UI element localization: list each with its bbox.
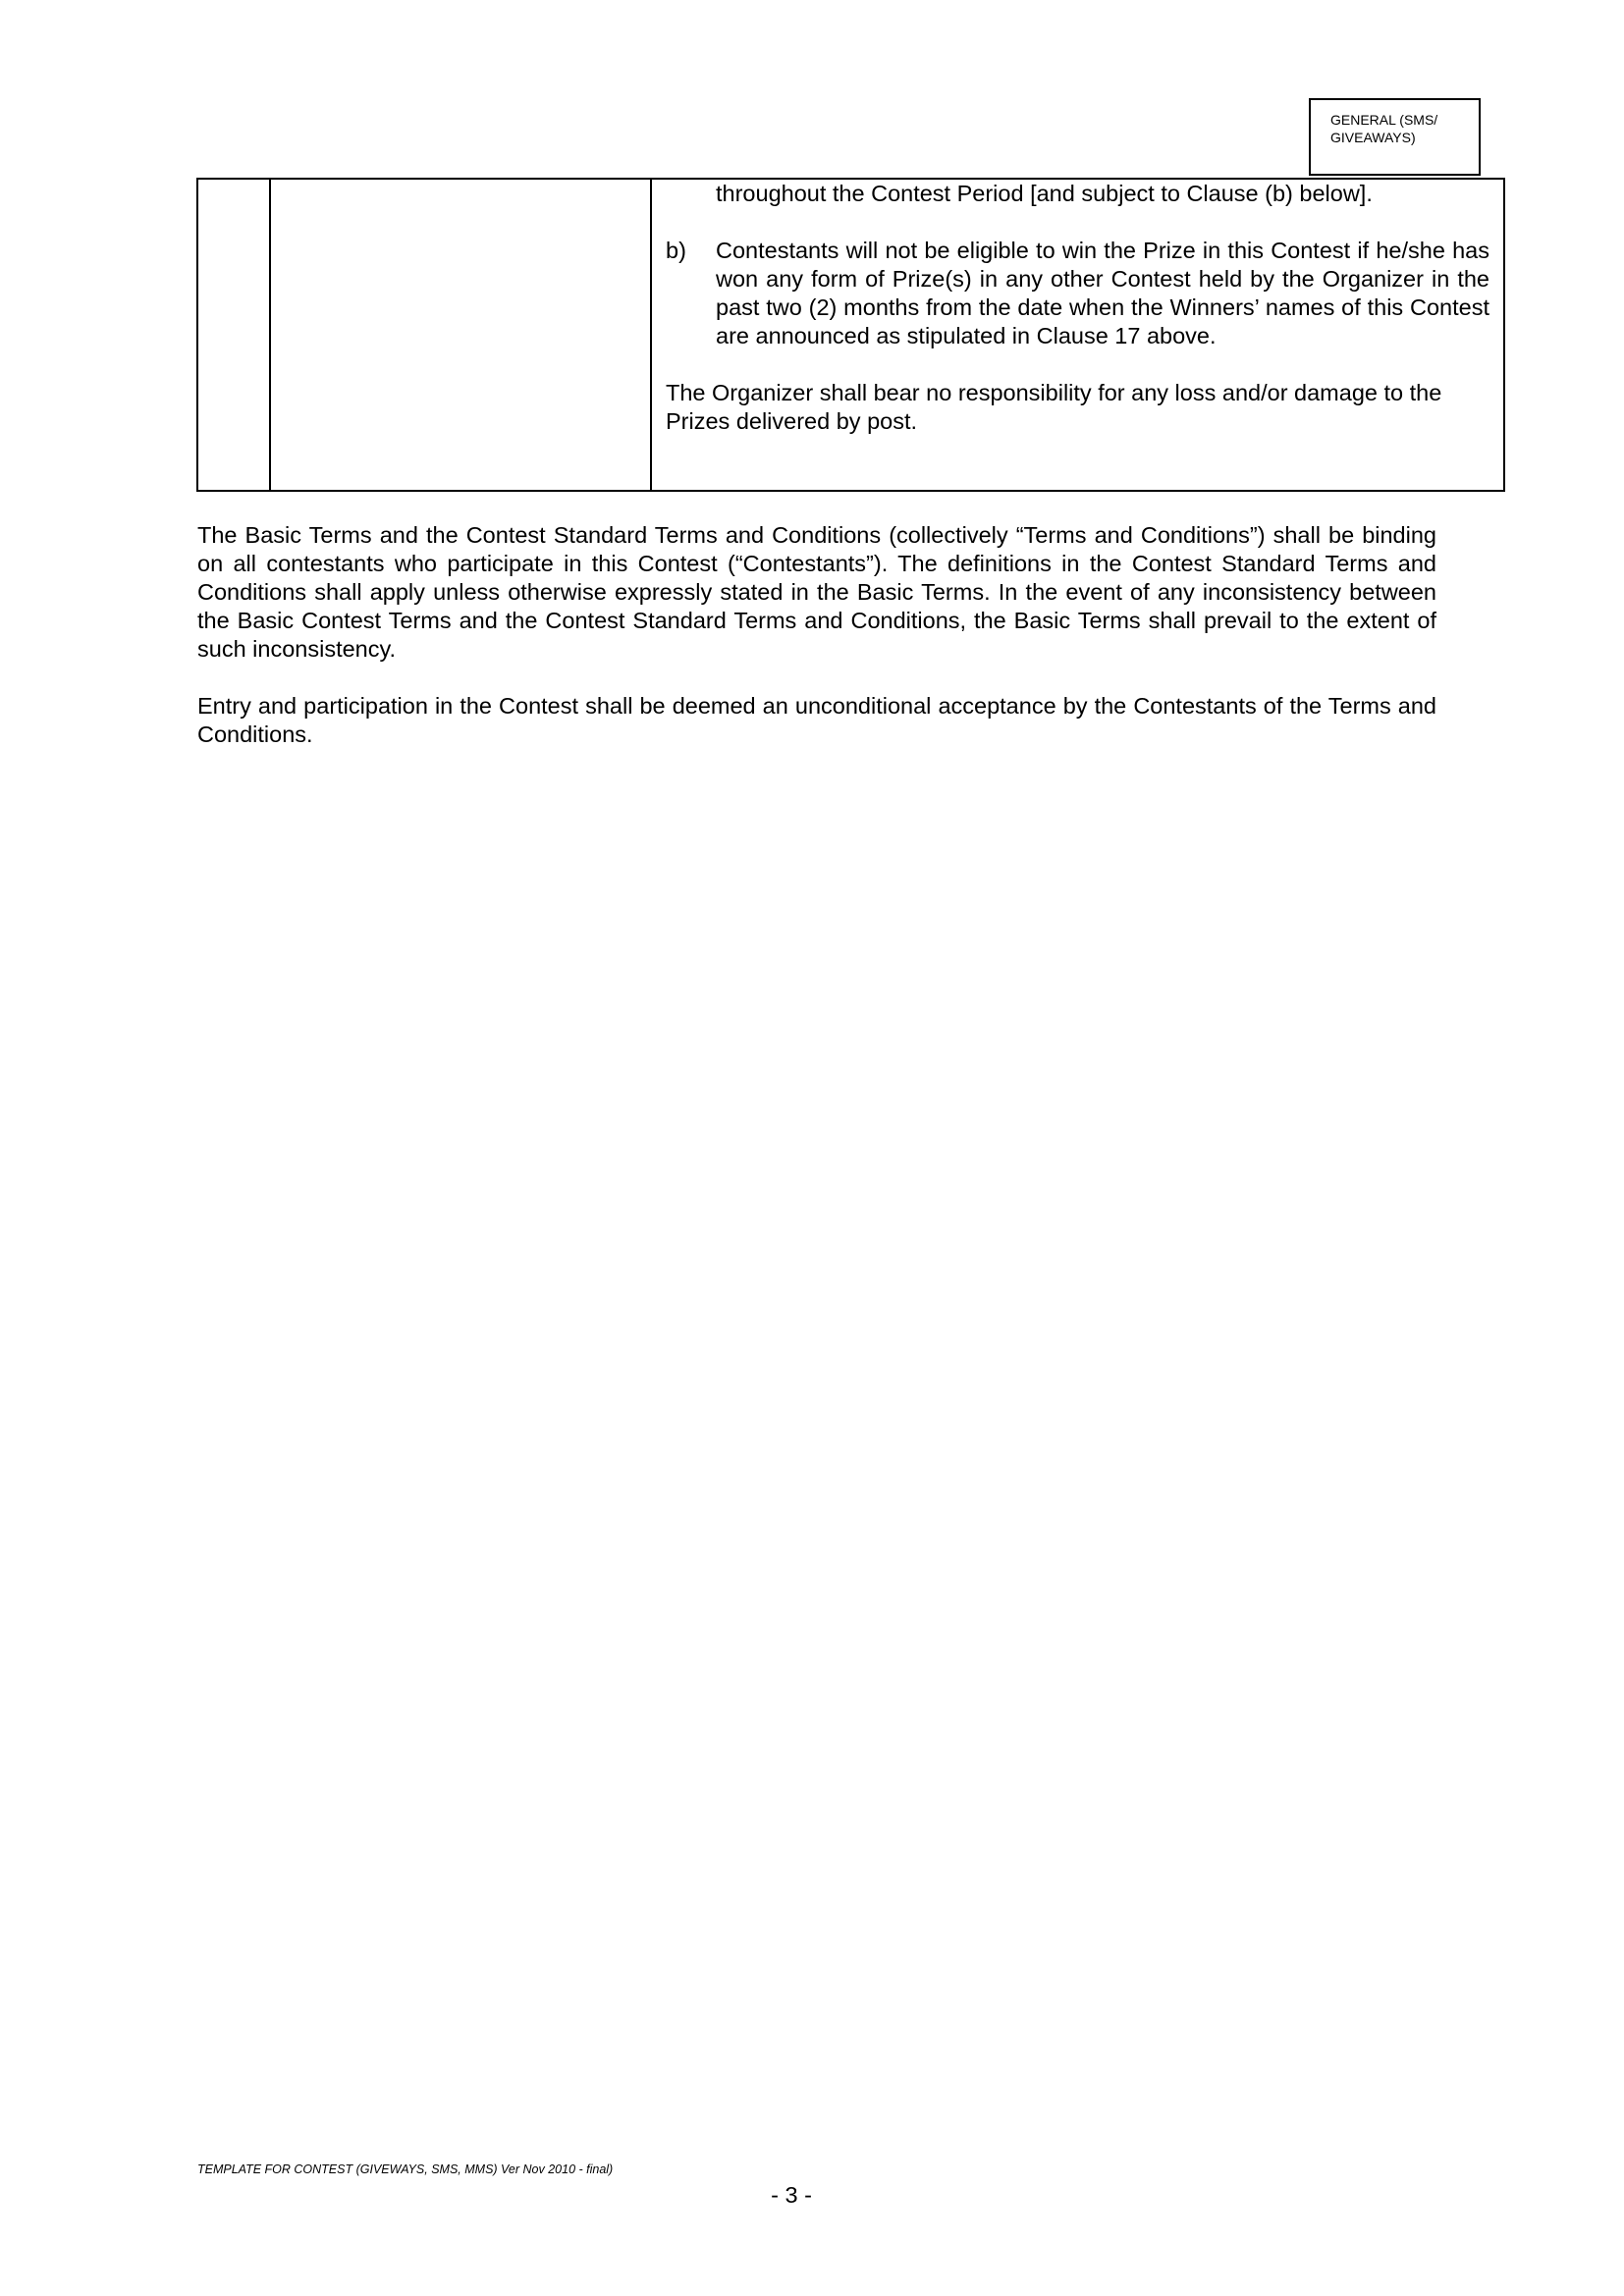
document-category-tag [1309,98,1481,176]
clause-b-label: b) [666,238,686,263]
acceptance-paragraph: Entry and participation in the Contest shall be deemed an unconditional acceptance by the Contestants of the Terms and Conditions. [197,693,1436,747]
category-tag-line-1: GENERAL (SMS/ [1330,112,1438,128]
template-footer-note: TEMPLATE FOR CONTEST (GIVEWAYS, SMS, MMS) Ver Nov 2010 - final) [197,2163,614,2176]
category-tag-line-2: GIVEAWAYS) [1330,130,1416,145]
clause-b [666,237,1489,350]
organizer-liability-note: The Organizer shall bear no responsibility for any loss and/or damage to the Prizes delivered by post. [666,380,1442,434]
clause-detail-cell [651,179,1504,491]
continued-clause-text: throughout the Contest Period [and subject to Clause (b) below]. [716,181,1373,206]
page-number: - 3 - [771,2182,812,2208]
clause-b-text: Contestants will not be eligible to win the Prize in this Contest if he/she has won any form of Prize(s) in any other Contest held by the Organizer in the past two (2) months from the date when the Winners’ names of this Contest are announced as stipulated in Clause 17 above. [716,238,1489,348]
clause-item-cell [270,179,651,491]
clause-number-cell [197,179,270,491]
terms-table [196,178,1505,492]
terms-binding-paragraph: The Basic Terms and the Contest Standard Terms and Conditions (collectively “Terms and Conditions”) shall be binding on all contestants who participate in this Contest (“Contestants”). The definitions in the Contest Standard Terms and Conditions shall apply unless otherwise expressly stated in the Basic Terms. In the event of any inconsistency between the Basic Contest Terms and the Contest Standard Terms and Conditions, the Basic Terms shall prevail to the extent of such inconsistency. [197,522,1436,662]
table-row [197,179,1504,491]
